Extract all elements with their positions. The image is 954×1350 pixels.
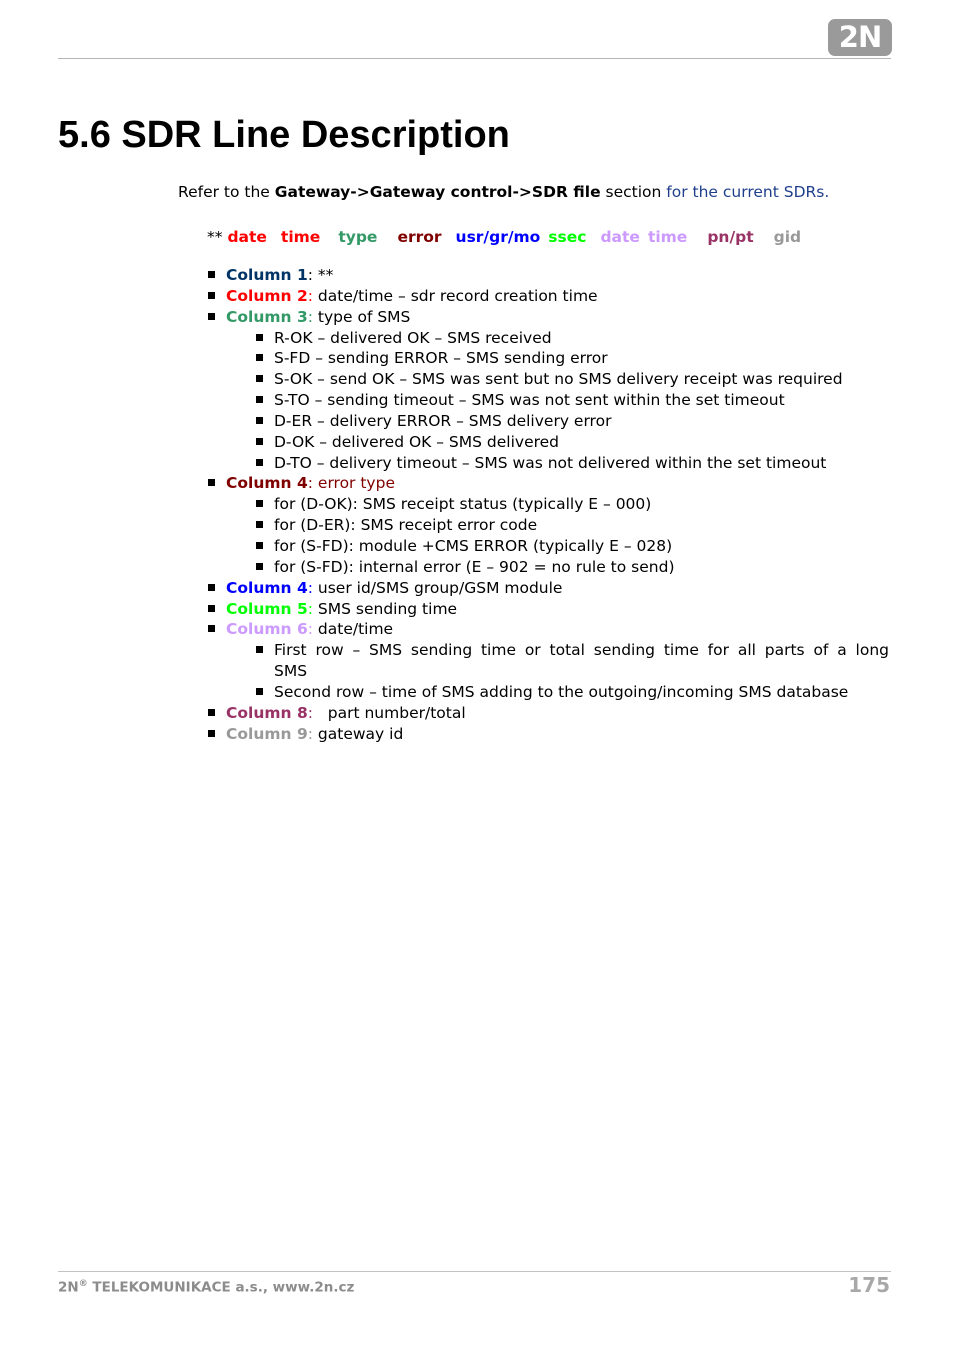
sub-item xyxy=(207,348,889,369)
column-list xyxy=(207,265,889,744)
column-item xyxy=(207,307,889,328)
intro-path: Gateway->Gateway control->SDR file xyxy=(274,183,601,201)
column-separator: : xyxy=(307,620,318,639)
sub-item-text: for (D-OK): SMS receipt status (typically E – 000) xyxy=(274,495,652,514)
format-token: type xyxy=(338,228,378,246)
sub-item-text: R-OK – delivered OK – SMS received xyxy=(274,328,552,347)
logo-text: 2N xyxy=(838,20,882,54)
column-separator: : xyxy=(307,286,318,305)
column-item xyxy=(207,599,889,620)
sub-item-text: First row – SMS sending time or total sending time for all parts of a long xyxy=(274,641,889,660)
sub-item-text: S-FD – sending ERROR – SMS sending error xyxy=(274,349,608,368)
footer-rule xyxy=(58,1271,891,1272)
sub-item-text: D-OK – delivered OK – SMS delivered xyxy=(274,432,560,451)
format-token: error xyxy=(397,228,442,246)
format-token: time xyxy=(280,228,321,246)
column-description: ** xyxy=(317,266,334,284)
column-separator: : xyxy=(307,599,318,618)
column-separator: : xyxy=(307,266,318,284)
sub-item-text: SMS xyxy=(274,662,308,681)
column-label: Column 4 xyxy=(226,474,308,493)
sdr-format-line xyxy=(207,227,801,247)
intro-prefix: Refer to the xyxy=(178,183,275,201)
format-token: usr/gr/mo xyxy=(455,228,541,246)
column-description: error type xyxy=(317,474,395,493)
format-token: time xyxy=(647,228,688,246)
column-separator: : xyxy=(307,578,318,597)
page-title: 5.6 SDR Line Description xyxy=(58,114,510,156)
column-label: Column 9 xyxy=(226,724,308,743)
column-item xyxy=(207,619,889,640)
sub-item xyxy=(207,494,889,515)
column-separator: : xyxy=(307,703,328,722)
column-description: user id/SMS group/GSM module xyxy=(317,578,563,597)
column-label: Column 5 xyxy=(226,599,308,618)
column-separator: : xyxy=(307,474,318,493)
sub-item-text: Second row – time of SMS adding to the outgoing/incoming SMS database xyxy=(274,682,849,701)
sub-item xyxy=(207,432,889,453)
intro-link[interactable]: for the current SDRs. xyxy=(666,183,830,201)
column-item xyxy=(207,578,889,599)
format-token: date xyxy=(600,228,640,246)
sub-item-text: D-TO – delivery timeout – SMS was not delivered within the set timeout xyxy=(274,453,827,472)
footer-brand: 2N xyxy=(58,1279,79,1296)
column-description: part number/total xyxy=(327,703,466,722)
sub-item xyxy=(207,536,889,557)
column-item xyxy=(207,473,889,494)
format-token: ssec xyxy=(548,228,587,246)
footer-company xyxy=(58,1279,354,1296)
2n-logo xyxy=(828,19,892,56)
sub-item-text: D-ER – delivery ERROR – SMS delivery error xyxy=(274,411,612,430)
column-description: gateway id xyxy=(317,724,404,743)
sub-item-text: S-OK – send OK – SMS was sent but no SMS delivery receipt was required xyxy=(274,370,843,389)
format-token: gid xyxy=(773,228,802,246)
header-rule xyxy=(58,58,891,59)
column-label: Column 4 xyxy=(226,578,308,597)
sub-item xyxy=(207,411,889,432)
column-item xyxy=(207,265,889,286)
column-description: date/time xyxy=(317,620,394,639)
intro-paragraph xyxy=(178,182,829,202)
sub-item-continuation xyxy=(207,661,889,682)
column-separator: : xyxy=(307,724,318,743)
column-label: Column 3 xyxy=(226,307,308,326)
column-label: Column 8 xyxy=(226,703,308,722)
sub-item-text: S-TO – sending timeout – SMS was not sent within the set timeout xyxy=(274,391,785,410)
column-label: Column 2 xyxy=(226,286,308,305)
sub-item-text: for (D-ER): SMS receipt error code xyxy=(274,516,538,535)
column-item xyxy=(207,703,889,724)
sub-item-text: for (S-FD): module +CMS ERROR (typically E – 028) xyxy=(274,536,673,555)
column-description: SMS sending time xyxy=(317,599,458,618)
intro-middle: section xyxy=(600,183,667,201)
sub-item xyxy=(207,640,889,661)
column-description: type of SMS xyxy=(317,307,411,326)
sub-item xyxy=(207,682,889,703)
format-token: ** xyxy=(207,228,228,246)
column-separator: : xyxy=(307,307,318,326)
sub-item xyxy=(207,328,889,349)
format-token: pn/pt xyxy=(707,228,754,246)
format-token: date xyxy=(227,228,267,246)
sub-item-text: for (S-FD): internal error (E – 902 = no rule to send) xyxy=(274,557,675,576)
footer-reg: ® xyxy=(78,1279,88,1289)
column-item xyxy=(207,286,889,307)
footer-company-text: TELEKOMUNIKACE a.s., www.2n.cz xyxy=(87,1279,355,1296)
sub-item xyxy=(207,453,889,474)
column-label: Column 6 xyxy=(226,620,308,639)
sub-item xyxy=(207,515,889,536)
column-item xyxy=(207,724,889,745)
page-number: 175 xyxy=(848,1273,890,1297)
column-description: date/time – sdr record creation time xyxy=(317,286,598,305)
sub-item xyxy=(207,390,889,411)
column-label: Column 1 xyxy=(226,266,308,284)
sub-item xyxy=(207,369,889,390)
sub-item xyxy=(207,557,889,578)
